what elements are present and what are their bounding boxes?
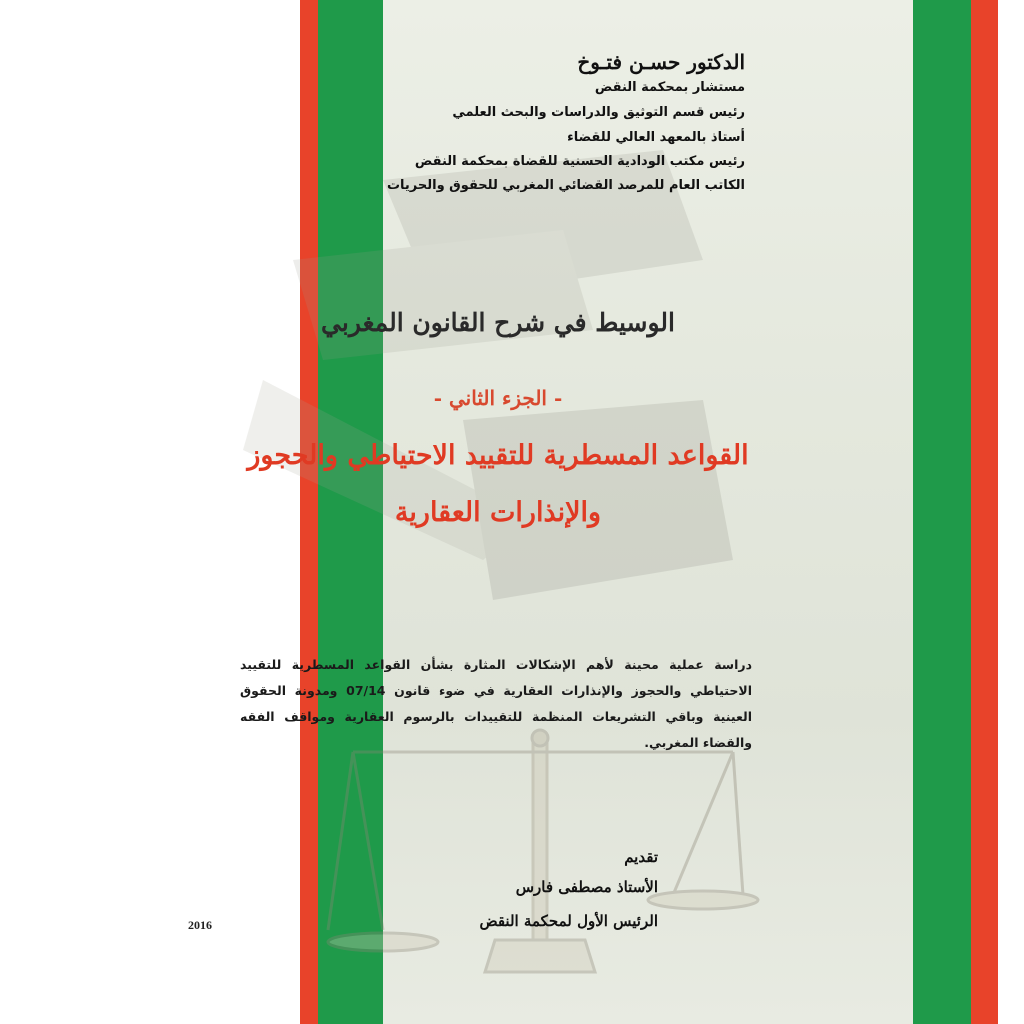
presenter-name: الأستاذ مصطفى فارس xyxy=(515,878,658,896)
book-description: دراسة عملية محينة لأهم الإشكالات المثارة بشأن القواعد المسطرية للتقييد الاحتياطي والحجوز والإنذارات العقارية في ضوء قانون 07/14 ومدونة الحقوق العينية وباقي التشريعات المنظمة للتقييدات بالرسوم العقارية ومواقف الفقه والقضاء المغربي. xyxy=(240,657,752,750)
presenter-title: الرئيس الأول لمحكمة النقض xyxy=(479,912,658,930)
series-title: الوسيط في شرح القانون المغربي xyxy=(321,308,675,337)
author-role-2: رئيس قسم التوثيق والدراسات والبحث العلمي xyxy=(452,105,745,120)
presentation-label: تقديم xyxy=(624,848,658,866)
book-title-line-2: والإنذارات العقارية xyxy=(394,497,602,528)
part-label: - الجزء الثاني - xyxy=(433,386,563,410)
author-role-5: الكاتب العام للمرصد القضائي المغربي للحقوق والحريات xyxy=(386,178,745,193)
right-red-stripe xyxy=(971,0,998,1024)
author-role-4: رئيس مكتب الودادية الحسنية للقضاة بمحكمة النقض xyxy=(414,154,745,169)
book-title-line-1: القواعد المسطرية للتقييد الاحتياطي والحجوز xyxy=(247,440,749,471)
author-role-3: أستاذ بالمعهد العالي للقضاء xyxy=(567,130,745,145)
author-name: الدكتور حسـن فتـوخ xyxy=(577,50,745,74)
right-green-stripe xyxy=(913,0,971,1024)
publication-year: 2016 xyxy=(188,918,212,932)
author-role-1: مستشار بمحكمة النقض xyxy=(594,80,745,95)
books-image xyxy=(243,150,733,600)
